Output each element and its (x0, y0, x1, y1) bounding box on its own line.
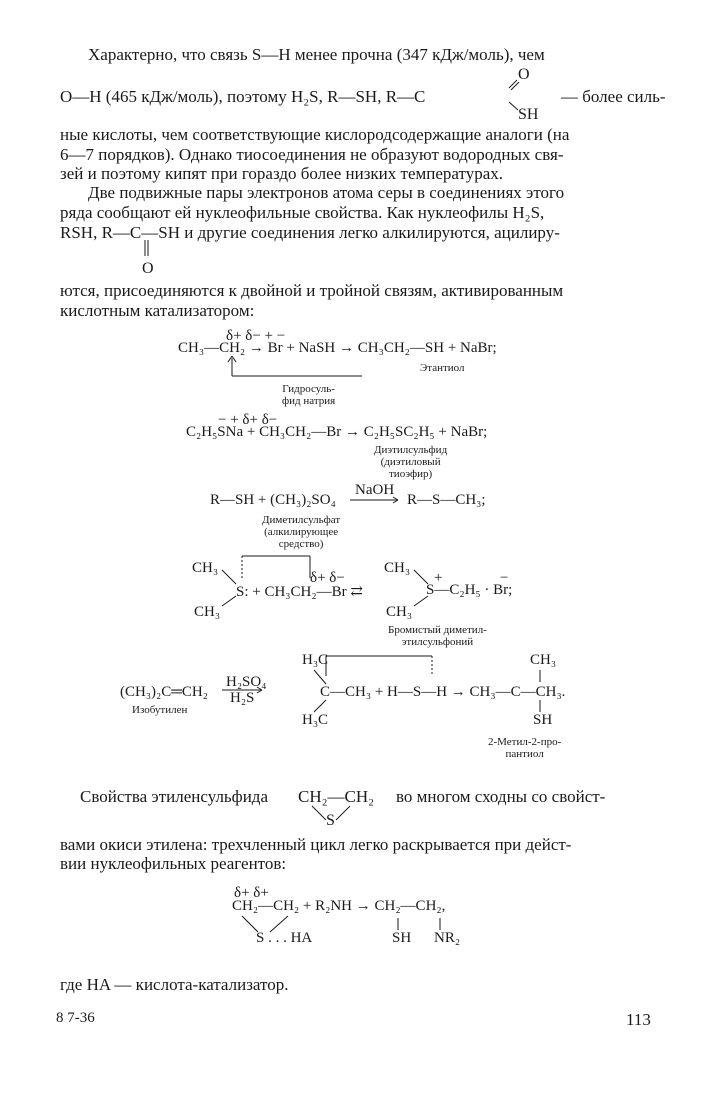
para1-line3: ные кислоты, чем соответствующие кислородсодержащие аналоги (на (60, 125, 570, 144)
r4-reactants: S: + CH₃CH₂—Br ⇄ (236, 584, 363, 600)
para1-line5: зей и поэтому кипят при гораздо более низких температурах. (60, 164, 503, 183)
para2-line3: RSH, R—C—SH и другие соединения легко алкилируются, ацилиру- (60, 223, 560, 242)
para3-ring-sulfur: S (326, 812, 335, 829)
r6-nr2: NR₂ (434, 930, 461, 946)
r1-arrowhead-b (232, 356, 236, 362)
r1-label-reagent: Гидросуль- фид натрия (282, 383, 336, 407)
r6-s-ha: S . . . HA (256, 930, 313, 946)
r5-catalyst-top: H₂SO₄ (226, 674, 267, 690)
r4-product-bond-bottom (414, 596, 428, 606)
r4-product-ch3-bottom: CH₃ (386, 604, 413, 620)
para3-line1b: во многом сходны со свойст- (396, 787, 606, 806)
para3-ethylene-sulfide: CH₂—CH₂ (298, 787, 375, 806)
carboxyl-sh: SH (518, 106, 539, 123)
ring-bond-left (312, 806, 326, 820)
r5-isobutylene: (CH₃)₂C═CH₂ (120, 684, 208, 700)
r4-minus: − (500, 570, 509, 586)
r4-charges: δ+ δ− (310, 570, 345, 586)
r6-equation: CH₂—CH₂ + R₂NH → CH₂—CH₂, (232, 898, 446, 914)
r6-charges: δ+ δ+ (234, 885, 269, 901)
r5-ch3-top: CH₃ (530, 652, 557, 668)
r2-charges: − + δ+ δ− (218, 412, 278, 428)
r5-main: C—CH₃ + H—S—H → CH₃—C—CH₃. (320, 684, 566, 700)
para1-line4: 6—7 порядков). Однако тиосоединения не образуют водородных свя- (60, 145, 564, 164)
r4-bond-bottom (222, 596, 236, 606)
r6-ring-bond-right (270, 916, 288, 932)
ring-bond-right (336, 806, 350, 820)
r4-ch3-bottom: CH₃ (194, 604, 221, 620)
footer-signature: 8 7-36 (56, 1010, 95, 1026)
r3-left: R—SH + (CH₃)₂SO₄ (210, 492, 336, 508)
bond-c-sh (509, 102, 518, 110)
r1-arrowhead-a (228, 356, 232, 362)
r5-bond-h3c-top (314, 670, 326, 684)
r2-equation: C₂H₅SNa + CH₃CH₂—Br → C₂H₅SC₂H₅ + NaBr; (186, 424, 488, 440)
r5-label-isobutylene: Изобутилен (132, 704, 188, 716)
r6-sh: SH (392, 930, 412, 946)
para2-line2: ряда сообщают ей нуклеофильные свойства. Как нуклеофилы H₂S, (60, 203, 545, 222)
r5-bond-h3c-bottom (314, 700, 326, 712)
para3-line1a: Свойства этиленсульфида (80, 787, 268, 806)
bond-c-o-double (511, 82, 519, 90)
r4-ch3-top: CH₃ (192, 560, 219, 576)
para1-line2: O—H (465 кДж/моль), поэтому H₂S, R—SH, R—C (60, 87, 426, 106)
r4-product-bond-top (414, 570, 428, 584)
para3-line3: вии нуклеофильных реагентов: (60, 854, 287, 873)
r4-product-ch3-top: CH₃ (384, 560, 411, 576)
para3-line2: вами окиси этилена: трехчленный цикл легко раскрывается при дейст- (60, 835, 572, 854)
r5-catalyst-bottom: H₂S (230, 690, 255, 706)
para1-line2-tail: — более силь- (561, 87, 666, 106)
para2-line1: Две подвижные пары электронов атома серы в соединениях этого (88, 183, 565, 202)
r5-sh: SH (533, 712, 553, 728)
r5-h3c-bottom: H₃C (302, 712, 329, 728)
para1-line1: Характерно, что связь S—H менее прочна (347 кДж/моль), чем (88, 45, 545, 64)
r3-label: Диметилсульфат (алкилирующее средство) (262, 514, 341, 550)
para2-line5: кислотным катализатором: (60, 301, 255, 320)
r2-label: Диэтилсульфид (диэтиловый тиоэфир) (374, 444, 448, 480)
r4-label: Бромистый диметил- этилсульфоний (388, 624, 487, 648)
r4-product: S—C₂H₅ · Br; (426, 582, 513, 598)
r1-charges: δ+ δ− + − (226, 328, 286, 344)
carboxyl-oxygen: O (518, 66, 530, 83)
r5-h3c-top: H₃C (302, 652, 329, 668)
r4-bond-top (222, 570, 236, 584)
para2-oxygen: O (142, 260, 154, 277)
para2-line4: ются, присоединяются к двойной и тройной связям, активированным (60, 281, 564, 300)
bond-c-o (509, 80, 517, 88)
r3-catalyst: NaOH (355, 482, 395, 498)
page-number: 113 (626, 1010, 651, 1029)
r1-label-product: Этантиол (420, 362, 465, 374)
r1-equation: CH₃—CH₂ → Br + NaSH → CH₃CH₂—SH + NaBr; (178, 340, 497, 356)
r5-label-product: 2-Метил-2-про- пантиол (488, 736, 562, 760)
r3-right: R—S—CH₃; (407, 492, 486, 508)
para4: где HA — кислота-катализатор. (60, 975, 289, 994)
r6-ring-bond-left (242, 916, 258, 932)
r4-plus: + (434, 570, 443, 586)
